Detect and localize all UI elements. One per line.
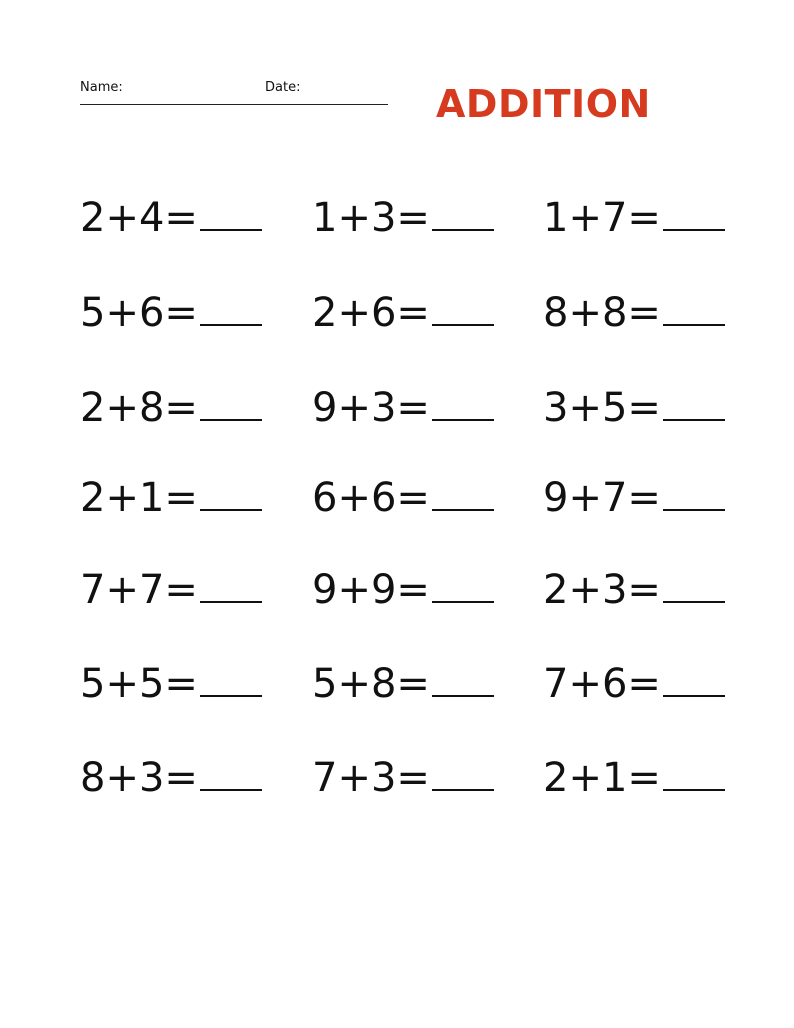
addition-problem [543,470,725,526]
date-label: Date: [265,80,301,95]
problem-expression: 6+6= [312,475,430,521]
addition-problem [80,285,262,341]
problem-expression: 9+3= [312,385,430,431]
name-label: Name: [80,80,123,95]
addition-problem [80,470,262,526]
problem-expression: 9+9= [312,567,430,613]
answer-blank[interactable] [432,199,494,231]
problem-expression: 5+6= [80,290,198,336]
problem-expression: 7+3= [312,755,430,801]
answer-blank[interactable] [432,759,494,791]
addition-problem [543,190,725,246]
addition-problem [312,380,494,436]
problem-expression: 5+8= [312,661,430,707]
addition-problem [543,380,725,436]
name-date-line [80,78,388,105]
answer-blank[interactable] [200,294,262,326]
problem-expression: 1+3= [312,195,430,241]
answer-blank[interactable] [200,665,262,697]
answer-blank[interactable] [432,389,494,421]
answer-blank[interactable] [663,479,725,511]
addition-problem [312,285,494,341]
problem-expression: 2+1= [543,755,661,801]
problem-expression: 2+1= [80,475,198,521]
addition-problem [543,750,725,806]
answer-blank[interactable] [200,571,262,603]
addition-problem [312,190,494,246]
answer-blank[interactable] [663,759,725,791]
answer-blank[interactable] [663,665,725,697]
addition-problem [312,750,494,806]
answer-blank[interactable] [200,389,262,421]
worksheet-title: ADDITION [436,82,651,126]
addition-problem [312,656,494,712]
addition-problem [543,656,725,712]
problem-expression: 2+6= [312,290,430,336]
answer-blank[interactable] [432,294,494,326]
problem-expression: 1+7= [543,195,661,241]
problem-expression: 7+6= [543,661,661,707]
answer-blank[interactable] [200,199,262,231]
addition-problem [543,562,725,618]
answer-blank[interactable] [432,479,494,511]
addition-problem [80,190,262,246]
problem-expression: 8+3= [80,755,198,801]
answer-blank[interactable] [200,759,262,791]
answer-blank[interactable] [663,389,725,421]
answer-blank[interactable] [663,571,725,603]
problem-expression: 8+8= [543,290,661,336]
problem-expression: 3+5= [543,385,661,431]
answer-blank[interactable] [432,571,494,603]
answer-blank[interactable] [663,199,725,231]
problem-expression: 9+7= [543,475,661,521]
addition-problem [312,470,494,526]
addition-problem [543,285,725,341]
problem-expression: 7+7= [80,567,198,613]
addition-problem [80,656,262,712]
problem-expression: 5+5= [80,661,198,707]
addition-problem [80,750,262,806]
problem-expression: 2+8= [80,385,198,431]
answer-blank[interactable] [200,479,262,511]
problem-expression: 2+3= [543,567,661,613]
problem-expression: 2+4= [80,195,198,241]
addition-problem [312,562,494,618]
addition-problem [80,562,262,618]
addition-problem [80,380,262,436]
answer-blank[interactable] [663,294,725,326]
answer-blank[interactable] [432,665,494,697]
